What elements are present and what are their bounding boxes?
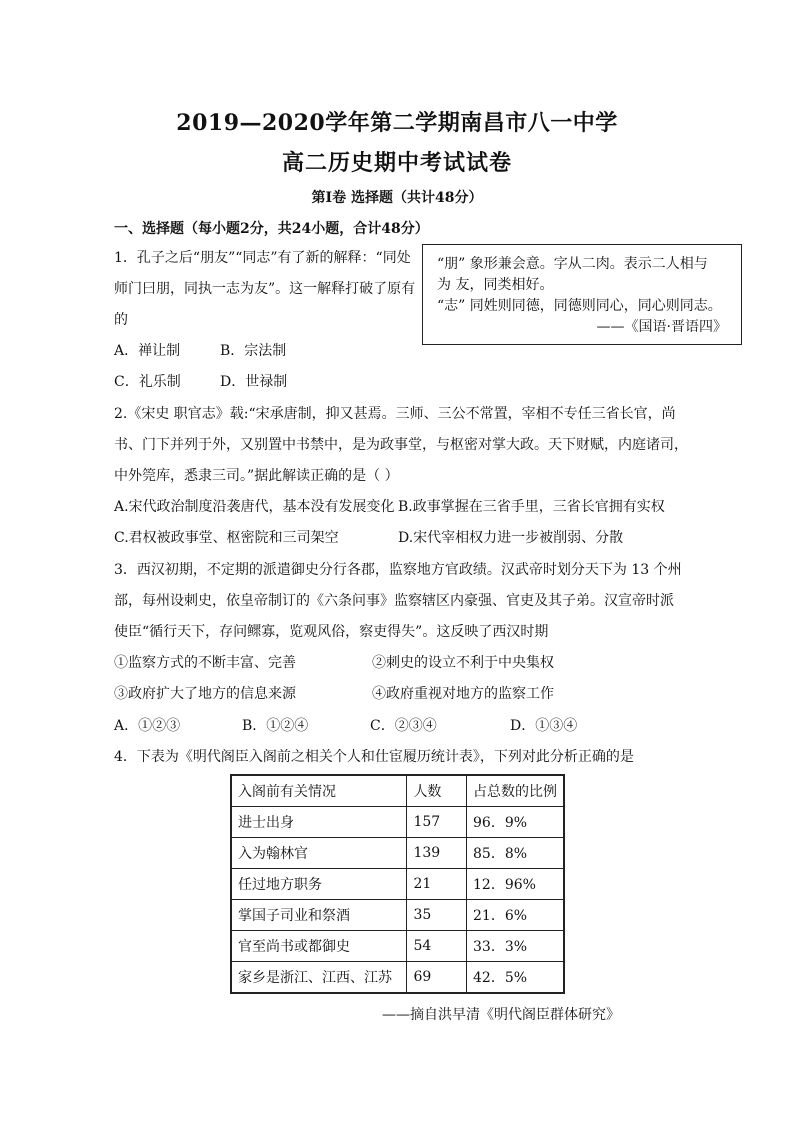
exam-title-subject: 高二历史期中考试试卷 xyxy=(281,150,512,176)
table-cell: 35 xyxy=(407,900,467,931)
section-heading: 一、选择题（每小题2分，共24小题，合计48分） xyxy=(114,221,429,237)
table-header-cell: 人数 xyxy=(407,775,467,807)
table-cell: 33．3% xyxy=(467,931,565,962)
quote-source: ——《国语·晋语四》 xyxy=(596,319,727,335)
q4-statistics-table xyxy=(230,774,565,994)
table-cell: 官至尚书或都御史 xyxy=(231,931,407,962)
part-heading: 第Ⅰ卷 选择题（共计48分） xyxy=(311,190,483,206)
table-row xyxy=(231,807,564,838)
q1-quote-box xyxy=(422,244,742,345)
q3-item-2: ②刺史的设立不利于中央集权 xyxy=(372,655,554,671)
q3-option-d: D．①③④ xyxy=(510,718,578,734)
q1-option-b: B．宗法制 xyxy=(220,343,287,359)
table-header-row xyxy=(231,775,564,807)
table-cell: 入为翰林官 xyxy=(231,838,407,869)
table-row xyxy=(231,869,564,900)
quote-line-3: “志” 同姓则同德，同德则同心，同心则同志。 xyxy=(437,298,722,314)
q3-option-b: B．①②④ xyxy=(242,718,309,734)
q2-stem-line-2: 书、门下并列于外，又别置中书禁中，是为政事堂，与枢密对掌大政。天下财赋，内庭诸司， xyxy=(114,437,688,453)
q3-option-a: A．①②③ xyxy=(114,718,181,734)
q1-option-d: D．世禄制 xyxy=(220,374,288,390)
table-cell: 54 xyxy=(407,931,467,962)
table-row xyxy=(231,838,564,869)
quote-line-1: “朋” 象形兼会意。字从二肉。表示二人相与 xyxy=(437,256,708,272)
q2-option-d: D.宋代宰相权力进一步被削弱、分散 xyxy=(398,530,624,546)
table-cell: 157 xyxy=(407,807,467,838)
q1-option-a: A．禅让制 xyxy=(114,343,181,359)
q1-option-c: C．礼乐制 xyxy=(114,374,181,390)
table-cell: 12．96% xyxy=(467,869,565,900)
table-row xyxy=(231,900,564,931)
q3-stem-line-1: 3．西汉初期，不定期的派遣御史分行各郡，监察地方官政绩。汉武帝时划分天下为 13 个州 xyxy=(114,562,682,578)
q3-item-1: ①监察方式的不断丰富、完善 xyxy=(114,655,296,671)
q4-stem: 4．下表为《明代阁臣入阁前之相关个人和仕宦履历统计表》，下列对此分析正确的是 xyxy=(114,749,634,765)
q2-stem-line-3: 中外筦库，悉隶三司。”据此解读正确的是（ ） xyxy=(114,468,399,484)
table-cell: 42．5% xyxy=(467,962,565,994)
q1-stem-line-3: 的 xyxy=(114,312,128,328)
table-cell: 进士出身 xyxy=(231,807,407,838)
q2-option-a: A.宋代政治制度沿袭唐代，基本没有发展变化 xyxy=(114,499,395,515)
table-cell: 掌国子司业和祭酒 xyxy=(231,900,407,931)
exam-title-school: 2019—2020学年第二学期南昌市八一中学 xyxy=(176,110,618,136)
table-cell: 21 xyxy=(407,869,467,900)
q1-stem-line-2: 师门曰朋，同执一志为友”。这一解释打破了原有 xyxy=(114,281,416,297)
table-cell: 85．8% xyxy=(467,838,565,869)
q2-stem-line-1: 2.《宋史 职官志》载:“宋承唐制，抑又甚焉。三师、三公不常置，宰相不专任三省长官，尚 xyxy=(114,406,676,422)
table-cell: 139 xyxy=(407,838,467,869)
q1-stem-line-1: 1．孔子之后“朋友”“同志”有了新的解释：“同处 xyxy=(114,250,411,266)
q4-table-source: ——摘自洪早清《明代阁臣群体研究》 xyxy=(382,1007,620,1023)
table-row xyxy=(231,962,564,994)
table-cell: 69 xyxy=(407,962,467,994)
q3-stem-line-3: 使臣“循行天下，存问鳏寡，览观风俗，察吏得失”。这反映了西汉时期 xyxy=(114,624,549,640)
table-header-cell: 占总数的比例 xyxy=(467,775,565,807)
q3-option-c: C．②③④ xyxy=(370,718,437,734)
q2-option-b: B.政事掌握在三省手里，三省长官拥有实权 xyxy=(398,499,665,515)
table-cell: 96．9% xyxy=(467,807,565,838)
q3-stem-line-2: 部，每州设刺史，依皇帝制订的《六条问事》监察辖区内豪强、官吏及其子弟。汉宣帝时派 xyxy=(114,593,674,609)
q3-item-4: ④政府重视对地方的监察工作 xyxy=(372,686,554,702)
quote-line-2: 为 友，同类相好。 xyxy=(437,277,554,293)
table-row xyxy=(231,931,564,962)
q3-item-3: ③政府扩大了地方的信息来源 xyxy=(114,686,296,702)
table-header-cell: 入阁前有关情况 xyxy=(231,775,407,807)
table-cell: 任过地方职务 xyxy=(231,869,407,900)
table-cell: 家乡是浙江、江西、江苏 xyxy=(231,962,407,994)
q2-option-c: C.君权被政事堂、枢密院和三司架空 xyxy=(114,530,339,546)
table-cell: 21．6% xyxy=(467,900,565,931)
